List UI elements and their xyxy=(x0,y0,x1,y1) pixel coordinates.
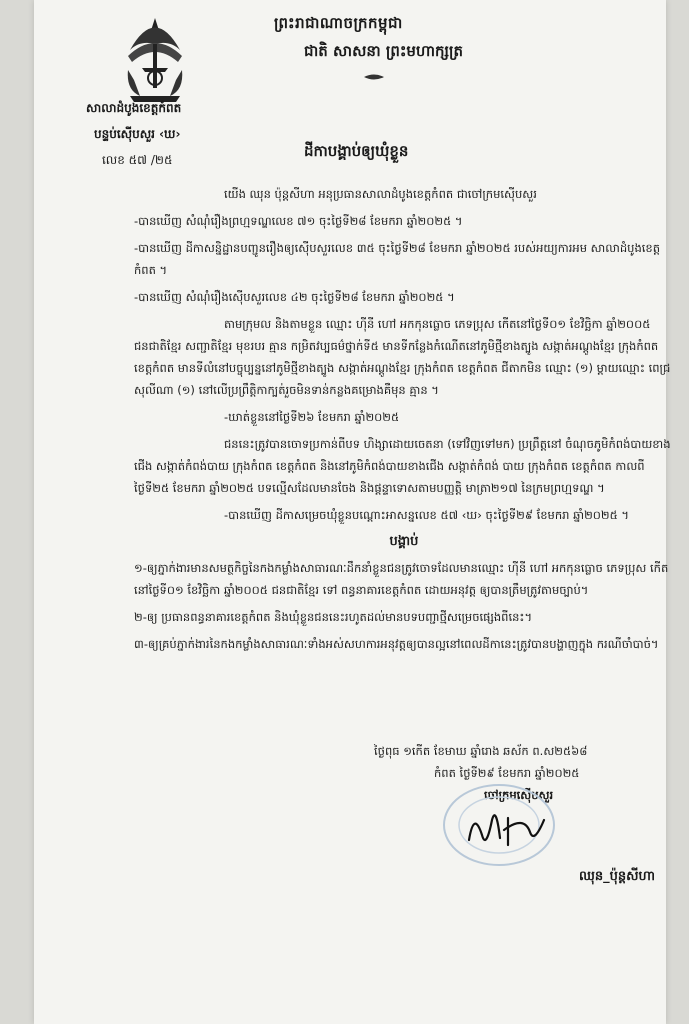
document-title: ដីកាបង្គាប់ឲ្យឃុំខ្លួន xyxy=(304,142,409,160)
handwritten-signature xyxy=(464,800,554,855)
solar-date: កំពត ថ្ងៃទី២៩ ខែមករា ឆ្នាំ២០២៥ xyxy=(434,766,580,780)
order-item: ១-ឲ្យភ្នាក់ងារមានសមត្ថកិច្ចនៃកងកម្លាំងសាធារណៈដឹកនាំខ្លួនជនត្រូវចោទដែលមានឈ្មោះ ហ៊ីនី ហៅ អកកុនធ្លោច ភេទប្រុស កើតនៅថ្ងៃទី០១ ខែវិច្ឆិកា ឆ្នាំ២០០៥ ជនជាតិខ្មែរ ទៅ ពន្ធនាគារខេត្តកំពត ដោយអនុវត្ត ឲ្យបានត្រឹមត្រូវតាមច្បាប់។ xyxy=(134,561,669,597)
signatory-role: ចៅក្រមស៊ើបសួរ xyxy=(484,788,554,802)
signatory-printed-name: ឈុន_ប៉ុន្តសីហា xyxy=(579,869,656,884)
charge-paragraph: ជននេះត្រូវបានចោទប្រកាន់ពីបទ ហិង្សាដោយចេតនា (ទៅវិញទៅមក) ប្រព្រឹត្តនៅ ចំណុចភូមិកំពង់បាយខាងជើង សង្កាត់កំពង់បាយ ក្រុងកំពត ខេត្តកំពត និងនៅភូមិកំពង់បាយខាងជើង សង្កាត់កំពង់ បាយ ក្រុងកំពត ខេត្តកំពត កាលពីថ្ងៃទី២៥ ខែមករា ឆ្នាំ២០២៥ បទល្មើសដែលមានចែង និងផ្តន្ទាទោសតាមបញ្ញត្តិ មាត្រា២១៧ នៃក្រមព្រហ្មទណ្ឌ ។ xyxy=(134,437,671,495)
document-body xyxy=(134,183,674,660)
court-emblem-icon xyxy=(120,10,190,110)
national-motto: ជាតិ សាសនា ព្រះមហាក្សត្រ xyxy=(304,42,463,60)
order-heading: បង្គាប់ xyxy=(389,534,419,549)
intro-paragraph: យើង ឈុន ប៉ុន្តសីហា អនុប្រធានសាលាដំបូងខេត្តកំពត ជាចៅក្រមស៊ើបសួរ xyxy=(224,187,537,201)
considering-clause: -បានឃើញ ដីកាសម្រេចឃុំខ្លួនបណ្តោះអាសន្នលេខ ៥៧ ‹ឃ› ចុះថ្ងៃទី២៩ ខែមករា ឆ្នាំ២០២៥ ។ xyxy=(224,508,629,522)
ornament-divider-icon xyxy=(364,72,384,82)
court-unit: បន្ទប់ស៊ើបសួរ ‹ឃ› xyxy=(94,127,181,141)
considering-clause: -បានឃើញ សំណុំរឿងស៊ើបសួរលេខ ៤២ ចុះថ្ងៃទី២៨ ខែមករា ឆ្នាំ២០២៥ ។ xyxy=(134,290,455,304)
lunar-date: ថ្ងៃពុធ ១កើត ខែមាឃ ឆ្នាំរោង ឆស័ក ព.ស២៥៦៨ xyxy=(374,744,588,758)
order-item: ៣-ឲ្យគ្រប់ភ្នាក់ងារនៃកងកម្លាំងសាធារណៈទាំងអស់សហការអនុវត្តឲ្យបានល្អនៅពេលដីកានេះត្រូវបានបង្ហាញក្នុង ករណីចាំបាច់។ xyxy=(134,637,659,651)
order-item: ២-ឲ្យ ប្រធានពន្ធនាគារខេត្តកំពត និងឃុំខ្លួនជននេះរហូតដល់មានបទបញ្ជាថ្មីសម្រេចផ្សេងពីនេះ។ xyxy=(134,610,533,624)
document-reference: លេខ ៥៧ /២៥ xyxy=(102,153,173,167)
document-page xyxy=(34,0,671,1024)
detention-date-line: -ឃាត់ខ្លួននៅថ្ងៃទី២៦ ខែមករា ឆ្នាំ២០២៥ xyxy=(224,410,400,424)
accused-details-paragraph: តាមក្រុមល និងតាមខ្លួន ឈ្មោះ ហ៊ីនី ហៅ អកកុនធ្លោច ភេទប្រុស កើតនៅថ្ងៃទី០១ ខែវិច្ឆិកា ឆ្នាំ២០០៥ ជនជាតិខ្មែរ សញ្ជាតិខ្មែរ មុខរបរ គ្មាន កម្រិតវប្បធម៌ថ្នាក់ទី៥ មានទីកន្លែងកំណើតនៅភូមិថ្មីខាងត្បូង សង្កាត់អណ្តូងខ្មែរ ក្រុងកំពត ខេត្តកំពត មានទីលំនៅបច្ចុប្បន្ននៅភូមិថ្មីខាងត្បូង សង្កាត់អណ្តូងខ្មែរ ក្រុងកំពត ខេត្តកំពត ជីតាកមិន ឈ្មោះ (១) ម្តាយឈ្មោះ ពេជ្រ សុលីណា (១) នៅលើប្រព្រឹត្តិកាក្បត់រួចមិនទាន់កន្លងគម្រោងគឺមុន គ្មាន ។ xyxy=(134,317,671,397)
considering-clause: -បានឃើញ សំណុំរឿងព្រហ្មទណ្ឌលេខ ៧១ ចុះថ្ងៃទី២៨ ខែមករា ឆ្នាំ២០២៥ ។ xyxy=(134,214,463,228)
kingdom-heading: ព្រះរាជាណាចក្រកម្ពុជា xyxy=(274,14,403,32)
court-name: សាលាដំបូងខេត្តកំពត xyxy=(86,101,182,115)
considering-clause: -បានឃើញ ដីកាសន្និដ្ឋានបញ្ជូនរឿងឲ្យស៊ើបសួរលេខ ៣៥ ចុះថ្ងៃទី២៨ ខែមករា ឆ្នាំ២០២៥ របស់អយ្យការអម សាលាដំបូងខេត្តកំពត ។ xyxy=(134,241,661,277)
